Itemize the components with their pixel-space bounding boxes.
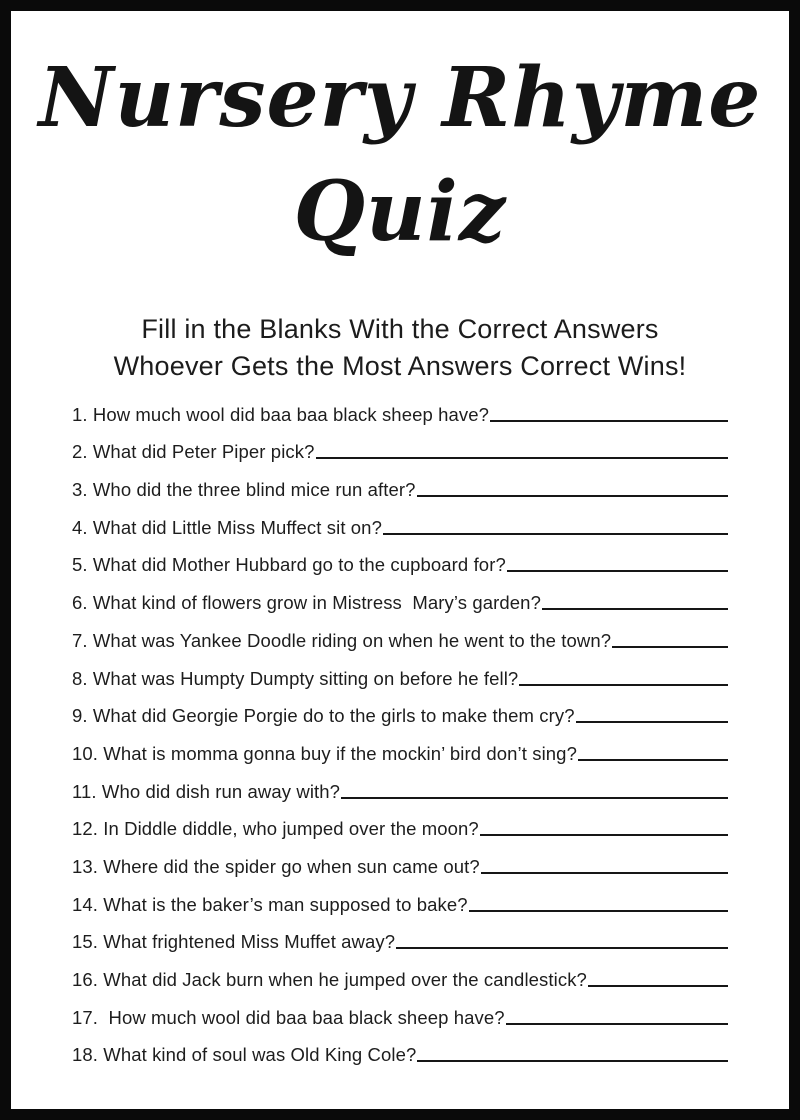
question-row	[72, 1029, 728, 1067]
answer-blank-line	[417, 495, 728, 497]
question-row	[72, 765, 728, 803]
question-row	[72, 576, 728, 614]
answer-blank-line	[578, 759, 728, 761]
answer-blank-line	[481, 872, 728, 874]
question-row	[72, 803, 728, 841]
answer-blank-line	[480, 834, 728, 836]
question-text: 5. What did Mother Hubbard go to the cupboard for?	[72, 554, 506, 576]
answer-blank-line	[417, 1060, 728, 1062]
question-text: 15. What frightened Miss Muffet away?	[72, 931, 396, 953]
question-text: 10. What is momma gonna buy if the mockin’ bird don’t sing?	[72, 742, 577, 764]
question-row	[72, 916, 728, 954]
page-subtitle	[11, 311, 789, 385]
question-row	[72, 426, 728, 464]
answer-blank-line	[490, 420, 728, 422]
question-text: 13. Where did the spider go when sun came out?	[72, 855, 480, 877]
answer-blank-line	[506, 1023, 728, 1025]
question-text: 8. What was Humpty Dumpty sitting on before he fell?	[72, 667, 519, 689]
question-text: 1. How much wool did baa baa black sheep have?	[72, 403, 490, 425]
question-text: 12. In Diddle diddle, who jumped over the moon?	[72, 818, 479, 840]
page-title	[11, 41, 789, 269]
question-row	[72, 652, 728, 690]
question-text: 11. Who did dish run away with?	[72, 780, 341, 802]
question-row	[72, 878, 728, 916]
question-row	[72, 840, 728, 878]
answer-blank-line	[519, 684, 728, 686]
answer-blank-line	[576, 721, 728, 723]
answer-blank-line	[588, 985, 728, 987]
title-line-1: Nursery Rhyme	[38, 50, 762, 146]
question-row	[72, 463, 728, 501]
question-row	[72, 388, 728, 426]
answer-blank-line	[542, 608, 728, 610]
question-text: 17. How much wool did baa baa black sheep have?	[72, 1006, 505, 1028]
question-row	[72, 727, 728, 765]
question-row	[72, 501, 728, 539]
answer-blank-line	[396, 947, 728, 949]
question-text: 2. What did Peter Piper pick?	[72, 441, 315, 463]
question-text: 6. What kind of flowers grow in Mistress Mary’s garden?	[72, 592, 541, 614]
question-row	[72, 539, 728, 577]
answer-blank-line	[612, 646, 728, 648]
answer-blank-line	[341, 797, 728, 799]
title-line-2: Quiz	[293, 164, 507, 260]
question-text: 4. What did Little Miss Muffect sit on?	[72, 516, 382, 538]
subtitle-line-2: Whoever Gets the Most Answers Correct Wins!	[113, 351, 687, 381]
question-row	[72, 953, 728, 991]
answer-blank-line	[383, 533, 728, 535]
question-text: 9. What did Georgie Porgie do to the girls to make them cry?	[72, 705, 575, 727]
question-text: 16. What did Jack burn when he jumped over the candlestick?	[72, 969, 587, 990]
question-list	[72, 388, 728, 1066]
question-text: 14. What is the baker’s man supposed to bake?	[72, 893, 468, 915]
answer-blank-line	[316, 457, 729, 459]
question-text: 18. What kind of soul was Old King Cole?	[72, 1044, 417, 1066]
question-text: 3. Who did the three blind mice run after?	[72, 479, 416, 501]
answer-blank-line	[507, 570, 728, 572]
answer-blank-line	[469, 910, 728, 912]
subtitle-line-1: Fill in the Blanks With the Correct Answers	[141, 314, 659, 344]
question-row	[72, 614, 728, 652]
question-row	[72, 991, 728, 1029]
question-text: 7. What was Yankee Doodle riding on when he went to the town?	[72, 629, 612, 651]
question-row	[72, 690, 728, 728]
